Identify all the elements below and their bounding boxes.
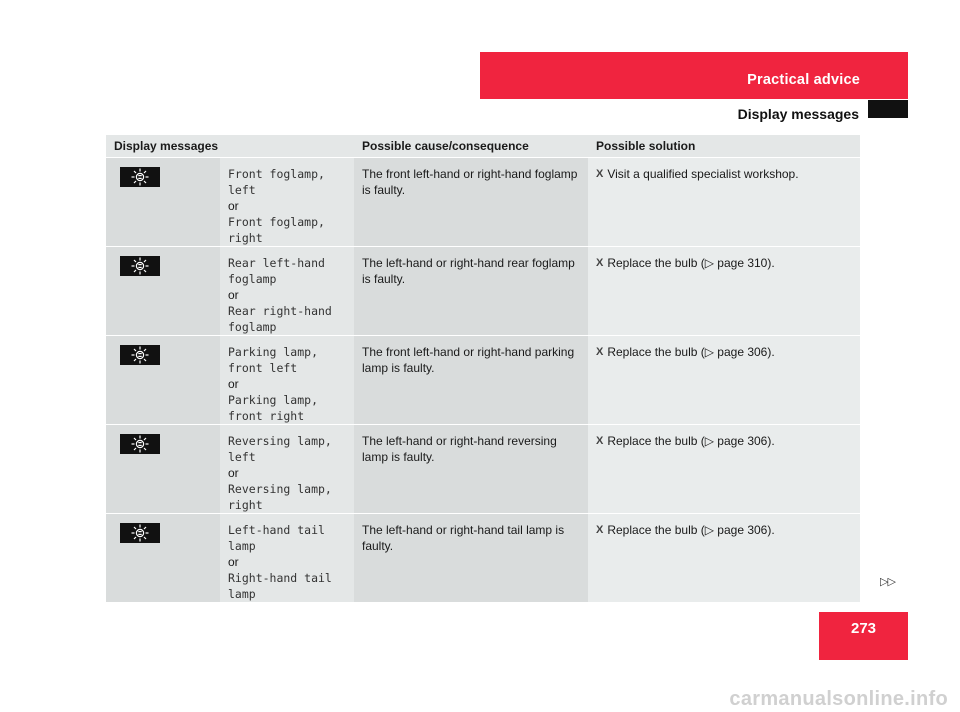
- icon-cell: [106, 158, 220, 246]
- message-text: Parking lamp,: [228, 393, 319, 407]
- col-header-cause: Possible cause/consequence: [354, 135, 588, 157]
- display-message-cell: [220, 336, 354, 424]
- message-text: foglamp: [228, 320, 277, 334]
- message-text: right: [228, 231, 263, 245]
- col-header-display-messages: Display messages: [106, 135, 354, 157]
- continue-marker: ▷▷: [880, 576, 895, 588]
- message-text: Left-hand tail: [228, 523, 325, 537]
- page-number: 273: [850, 620, 877, 637]
- message-text: lamp: [228, 539, 256, 553]
- icon-cell: [106, 425, 220, 513]
- solution-cell: [588, 247, 860, 335]
- cause-cell: [354, 336, 588, 424]
- cause-cell: [354, 247, 588, 335]
- or-label: or: [228, 377, 239, 391]
- table-row: [106, 336, 860, 424]
- cause-cell: [354, 158, 588, 246]
- icon-cell: [106, 247, 220, 335]
- solution-cell: [588, 425, 860, 513]
- message-text: left: [228, 450, 256, 464]
- bullet-icon: X: [596, 346, 604, 358]
- display-messages-table: [106, 134, 860, 603]
- solution-text: Replace the bulb (▷ page 306).: [607, 345, 775, 359]
- message-text: Reversing lamp,: [228, 434, 332, 448]
- message-text: right: [228, 498, 263, 512]
- message-text: front right: [228, 409, 305, 423]
- bullet-icon: X: [596, 524, 604, 536]
- lamp-warning-icon: [120, 434, 160, 454]
- solution-cell: [588, 514, 860, 602]
- subsection-marker: [868, 100, 908, 118]
- lamp-warning-icon: [120, 345, 160, 365]
- solution-text: Replace the bulb (▷ page 310).: [607, 256, 775, 270]
- display-message-cell: [220, 425, 354, 513]
- cause-text: The left-hand or right-hand reversing lamp is faulty.: [362, 434, 557, 464]
- or-label: or: [228, 199, 239, 213]
- cause-text: The front left-hand or right-hand parking lamp is faulty.: [362, 345, 575, 375]
- or-label: or: [228, 555, 239, 569]
- icon-cell: [106, 336, 220, 424]
- cause-text: The left-hand or right-hand rear foglamp is faulty.: [362, 256, 575, 286]
- section-header-bar: [480, 52, 908, 99]
- message-text: foglamp: [228, 272, 277, 286]
- bullet-icon: X: [596, 257, 604, 269]
- display-message-cell: [220, 247, 354, 335]
- table-header-row: [106, 135, 860, 157]
- cause-text: The front left-hand or right-hand foglamp is faulty.: [362, 167, 578, 197]
- cause-cell: [354, 425, 588, 513]
- solution-text: Visit a qualified specialist workshop.: [607, 167, 799, 181]
- bullet-icon: X: [596, 168, 604, 180]
- display-message-cell: [220, 158, 354, 246]
- message-text: lamp: [228, 587, 256, 601]
- message-text: front left: [228, 361, 298, 375]
- table-row: [106, 247, 860, 335]
- solution-text: Replace the bulb (▷ page 306).: [607, 523, 775, 537]
- solution-cell: [588, 158, 860, 246]
- watermark: carmanualsonline.info: [729, 688, 948, 710]
- message-text: left: [228, 183, 256, 197]
- message-text: Rear right-hand: [228, 304, 332, 318]
- or-label: or: [228, 288, 239, 302]
- solution-text: Replace the bulb (▷ page 306).: [607, 434, 775, 448]
- or-label: or: [228, 466, 239, 480]
- lamp-warning-icon: [120, 167, 160, 187]
- subsection-title: Display messages: [737, 106, 859, 122]
- section-title: Practical advice: [747, 72, 860, 88]
- cause-cell: [354, 514, 588, 602]
- message-text: Rear left-hand: [228, 256, 325, 270]
- message-text: Front foglamp,: [228, 167, 325, 181]
- col-header-solution: Possible solution: [588, 135, 860, 157]
- lamp-warning-icon: [120, 523, 160, 543]
- display-message-cell: [220, 514, 354, 602]
- message-text: Parking lamp,: [228, 345, 319, 359]
- table-row: [106, 514, 860, 602]
- cause-text: The left-hand or right-hand tail lamp is faulty.: [362, 523, 565, 553]
- table-row: [106, 158, 860, 246]
- message-text: Reversing lamp,: [228, 482, 332, 496]
- message-text: Front foglamp,: [228, 215, 325, 229]
- solution-cell: [588, 336, 860, 424]
- bullet-icon: X: [596, 435, 604, 447]
- table-row: [106, 425, 860, 513]
- page-number-box: [819, 612, 908, 660]
- icon-cell: [106, 514, 220, 602]
- lamp-warning-icon: [120, 256, 160, 276]
- message-text: Right-hand tail: [228, 571, 332, 585]
